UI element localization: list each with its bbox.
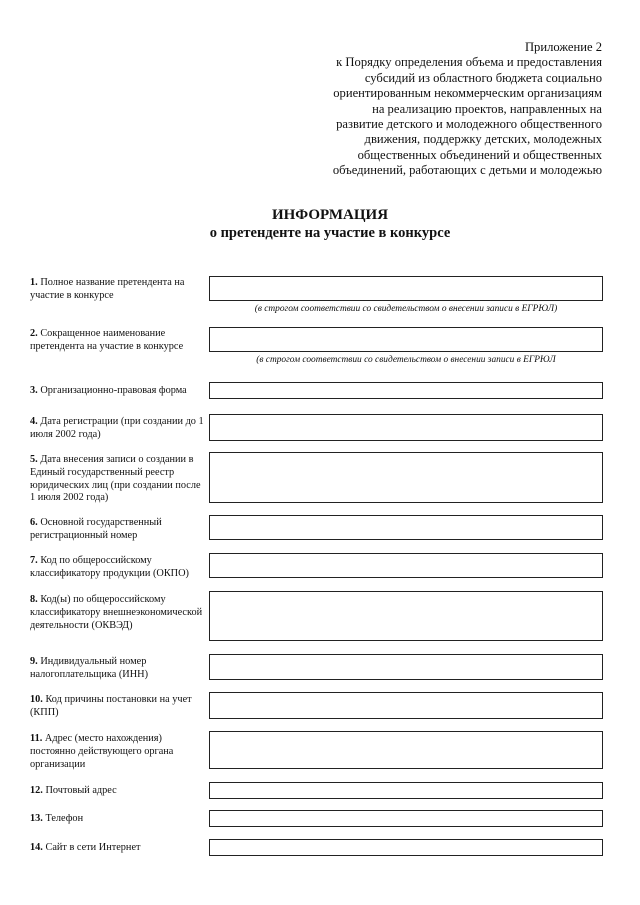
- appendix-line: общественных объединений и общественных: [357, 147, 602, 162]
- field-label-legal-form: [30, 385, 208, 398]
- field-label-text: Код(ы) по общероссийскому классификатору внешнеэкономической деятельности (ОКВЭД): [30, 594, 203, 631]
- field-label-text: Код причины постановки на учет (КПП): [30, 694, 192, 718]
- field-label-text: Сайт в сети Интернет: [45, 842, 141, 853]
- ogrn-input[interactable]: [209, 515, 603, 540]
- document-subtitle: о претенденте на участие в конкурсе: [209, 225, 451, 241]
- field-number: 7.: [30, 555, 38, 566]
- field-label-text: Адрес (место нахождения) постоянно действующего органа организации: [30, 733, 174, 770]
- appendix-line: Приложение 2: [524, 40, 602, 54]
- field-number: 4.: [30, 416, 38, 427]
- field-label-ogrn: [30, 517, 208, 543]
- field-number: 3.: [30, 385, 38, 396]
- field-label-okpo: [30, 555, 208, 581]
- egrul-note: (в строгом соответствии со свидетельством о внесении записи в ЕГРЮЛ: [256, 355, 556, 365]
- field-number: 2.: [30, 328, 38, 339]
- field-number: 11.: [30, 733, 43, 744]
- field-label-text: Индивидуальный номер налогоплательщика (ИНН): [30, 656, 149, 680]
- field-label-text: Организационно-правовая форма: [40, 385, 187, 396]
- inn-input[interactable]: [209, 654, 603, 680]
- field-label-inn: [30, 656, 208, 682]
- field-label-text: Телефон: [45, 813, 84, 824]
- field-number: 6.: [30, 517, 38, 528]
- egrul-note: (в строгом соответствии со свидетельством о внесении записи в ЕГРЮЛ): [254, 304, 558, 314]
- field-number: 13.: [30, 813, 43, 824]
- field-number: 9.: [30, 656, 38, 667]
- short-name-input[interactable]: [209, 327, 603, 352]
- field-number: 14.: [30, 842, 43, 853]
- field-label-text: Дата внесения записи о создании в Единый государственный реестр юридических лиц (при создании после 1 июля 2002 года): [30, 454, 201, 504]
- field-label-okved: [30, 594, 208, 632]
- kpp-input[interactable]: [209, 692, 603, 719]
- egrul-entry-date-input[interactable]: [209, 452, 603, 503]
- okpo-input[interactable]: [209, 553, 603, 578]
- phone-input[interactable]: [209, 810, 603, 827]
- full-name-input[interactable]: [209, 276, 603, 301]
- field-label-kpp: [30, 694, 208, 720]
- appendix-line: на реализацию проектов, направленных на: [372, 101, 602, 116]
- field-label-text: Основной государственный регистрационный номер: [30, 517, 162, 541]
- field-number: 1.: [30, 277, 38, 288]
- appendix-line: развитие детского и молодежного общественного: [336, 117, 602, 132]
- field-number: 8.: [30, 594, 38, 605]
- registration-date-input[interactable]: [209, 414, 603, 441]
- field-label-postal-address: [30, 785, 208, 798]
- appendix-line: движения, поддержку детских, молодежных: [364, 132, 602, 147]
- field-label-website: [30, 842, 208, 855]
- field-label-text: Почтовый адрес: [45, 785, 117, 796]
- address-input[interactable]: [209, 731, 603, 769]
- appendix-header: [300, 40, 602, 179]
- field-label-text: Код по общероссийскому классификатору продукции (ОКПО): [30, 555, 189, 579]
- field-label-text: Дата регистрации (при создании до 1 июля 2002 года): [30, 416, 204, 440]
- appendix-line: ориентированным некоммерческим организациям: [333, 86, 602, 101]
- field-number: 12.: [30, 785, 43, 796]
- document-title: ИНФОРМАЦИЯ: [271, 207, 389, 223]
- field-label-address: [30, 733, 208, 771]
- field-label-full-name: [30, 277, 208, 303]
- legal-form-input[interactable]: [209, 382, 603, 399]
- field-number: 5.: [30, 454, 38, 465]
- appendix-line: субсидий из областного бюджета социально: [364, 70, 602, 85]
- field-number: 10.: [30, 694, 43, 705]
- field-label-text: Полное название претендента на участие в конкурсе: [30, 277, 185, 301]
- postal-address-input[interactable]: [209, 782, 603, 799]
- appendix-line: объединений, работающих с детьми и молодежью: [332, 163, 602, 178]
- field-label-egrul-entry-date: [30, 454, 208, 505]
- field-label-text: Сокращенное наименование претендента на участие в конкурсе: [30, 328, 184, 352]
- okved-input[interactable]: [209, 591, 603, 641]
- field-label-short-name: [30, 328, 208, 354]
- appendix-line: к Порядку определения объема и предоставления: [336, 55, 602, 70]
- website-input[interactable]: [209, 839, 603, 856]
- field-label-registration-date: [30, 416, 208, 442]
- field-label-phone: [30, 813, 208, 826]
